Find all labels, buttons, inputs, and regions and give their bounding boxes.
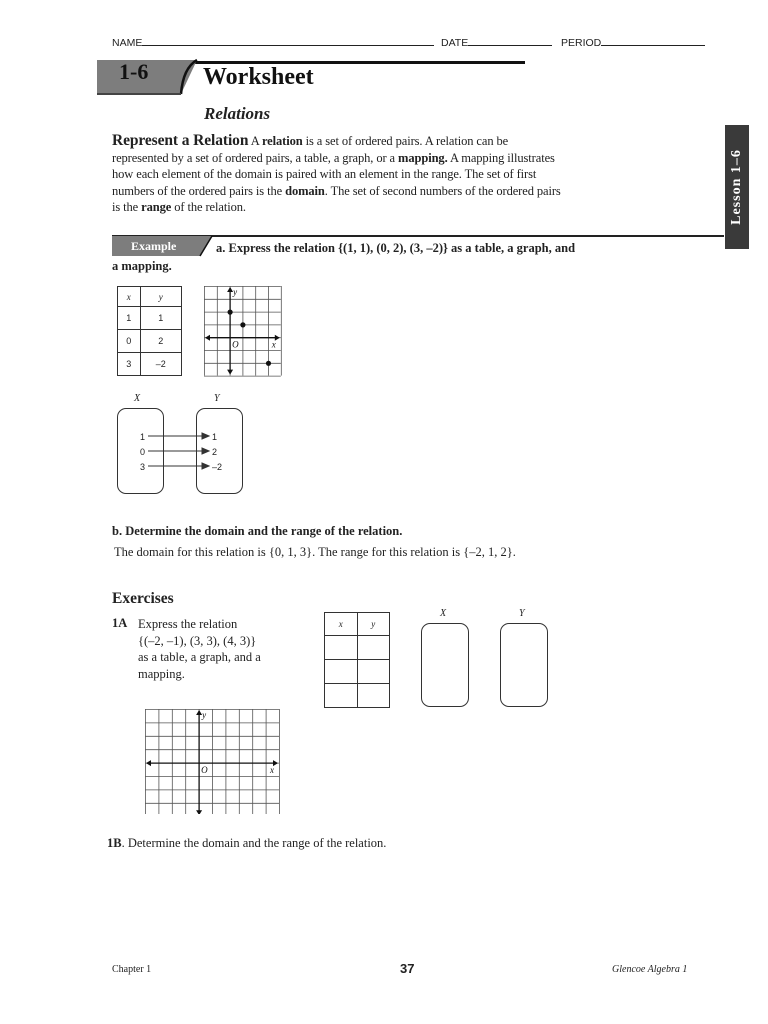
intro-line <box>112 133 712 150</box>
y-axis-label: y <box>202 710 207 720</box>
footer-page-number: 37 <box>400 961 415 976</box>
table-cell: 1 <box>118 307 141 330</box>
graph-point <box>240 322 245 327</box>
table-cell: –2 <box>140 353 181 376</box>
mapping-domain-values <box>133 430 145 475</box>
exercise-1b-label: 1B <box>107 836 122 850</box>
mapping-arrows <box>146 428 212 476</box>
intro-text: numbers of the ordered pairs is the <box>112 183 286 198</box>
table-row <box>118 307 182 330</box>
name-field <box>112 35 434 49</box>
exercise-1a-line: as a table, a graph, and a <box>138 650 261 664</box>
example-table <box>117 286 182 376</box>
exercise-1a-line: Express the relation <box>138 617 238 631</box>
intro-text: of the relation. <box>171 200 246 214</box>
range-value: –2 <box>212 462 223 472</box>
table-header-x: x <box>118 287 141 307</box>
intro-term: domain <box>285 183 325 198</box>
date-field <box>441 35 552 49</box>
lesson-number-badge <box>97 58 217 96</box>
intro-line <box>112 166 712 183</box>
x-axis-arrow <box>146 760 151 766</box>
example-badge-text: Example <box>131 239 177 253</box>
intro-term: mapping. <box>398 150 448 165</box>
intro-text: A mapping illustrates <box>447 150 555 165</box>
exercise-mapping-y-label: Y <box>519 608 525 619</box>
exercise-1a-label: 1A <box>112 616 128 630</box>
y-axis-arrow <box>227 370 233 375</box>
example-graph <box>204 286 284 382</box>
table-cell: 1 <box>140 307 181 330</box>
table-header-y: y <box>140 287 181 307</box>
footer-book: Glencoe Algebra 1 <box>612 964 688 975</box>
exercise-1b-text: . Determine the domain and the range of the relation. <box>121 836 387 850</box>
table-header-x: x <box>325 613 358 636</box>
y-axis-arrow <box>196 810 202 814</box>
domain-value: 1 <box>139 432 145 442</box>
side-tab-text: Lesson 1–6 <box>729 149 744 225</box>
graph-point <box>228 310 233 315</box>
table-row[interactable] <box>325 684 390 708</box>
period-label: PERIOD <box>561 37 602 49</box>
origin-label: O <box>232 339 239 350</box>
range-value: 2 <box>212 447 218 457</box>
exercise-1a-line: mapping. <box>138 666 185 681</box>
y-axis-label: y <box>233 287 238 297</box>
page-title: Worksheet <box>203 64 314 90</box>
x-axis-arrow <box>205 335 210 341</box>
exercise-graph[interactable] <box>145 709 285 814</box>
date-label: DATE <box>441 37 469 49</box>
table-row <box>118 330 182 353</box>
example-part-b-question: b. Determine the domain and the range of the relation. <box>112 524 403 538</box>
intro-lines <box>112 133 712 216</box>
origin-label: O <box>201 765 208 776</box>
intro-text: how each element of the domain is paired with an element in the range. The set of first <box>112 167 537 181</box>
footer-chapter: Chapter 1 <box>112 964 152 975</box>
intro-text: . The set of second numbers of the ordered pairs <box>324 183 561 198</box>
mapping-x-label: X <box>134 393 141 404</box>
table-row <box>118 353 182 376</box>
exercise-mapping-x-label: X <box>440 608 447 619</box>
range-value: 1 <box>212 432 218 442</box>
exercise-table[interactable] <box>324 612 390 708</box>
exercises-heading: Exercises <box>112 590 174 607</box>
exercise-domain-oval[interactable] <box>421 623 469 707</box>
intro-term: relation <box>261 134 303 148</box>
intro-heading: Represent a Relation <box>112 132 249 149</box>
table-header-y: y <box>357 613 390 636</box>
example-part-a-line2: a mapping. <box>112 259 172 273</box>
table-row[interactable] <box>325 660 390 684</box>
intro-paragraph <box>112 133 712 216</box>
domain-value: 3 <box>139 462 145 472</box>
x-axis-label: x <box>271 339 276 350</box>
intro-text: A <box>250 134 262 148</box>
table-cell: 3 <box>118 353 141 376</box>
table-cell: 2 <box>140 330 181 353</box>
intro-line <box>112 183 712 200</box>
intro-term: range <box>141 200 172 214</box>
graph-point <box>266 361 271 366</box>
period-field <box>561 35 705 49</box>
domain-value: 0 <box>139 447 145 457</box>
mapping-range-values <box>212 430 222 475</box>
exercise-1a-text <box>138 616 261 682</box>
table-cell: 0 <box>118 330 141 353</box>
example-part-a-line1: a. Express the relation {(1, 1), (0, 2), (3, –2)} as a table, a graph, and <box>216 241 576 255</box>
page-subtitle: Relations <box>204 104 271 123</box>
example-part-b-answer: The domain for this relation is {0, 1, 3}. The range for this relation is {–2, 1, 2}. <box>114 545 516 559</box>
intro-text: is the <box>112 200 142 214</box>
mapping-y-label: Y <box>214 393 220 404</box>
table-row[interactable] <box>325 636 390 660</box>
intro-text: represented by a set of ordered pairs, a table, a graph, or a <box>112 150 399 165</box>
intro-line <box>112 199 712 216</box>
intro-line <box>112 150 712 167</box>
exercise-1a-line: {(–2, –1), (3, 3), (4, 3)} <box>138 633 257 648</box>
lesson-number: 1-6 <box>119 59 149 84</box>
exercise-range-oval[interactable] <box>500 623 548 707</box>
lesson-side-tab <box>725 125 749 249</box>
intro-text: is a set of ordered pairs. A relation can be <box>302 134 509 148</box>
name-label: NAME <box>112 37 143 49</box>
exercise-1b <box>107 836 386 851</box>
x-axis-label: x <box>270 765 274 776</box>
